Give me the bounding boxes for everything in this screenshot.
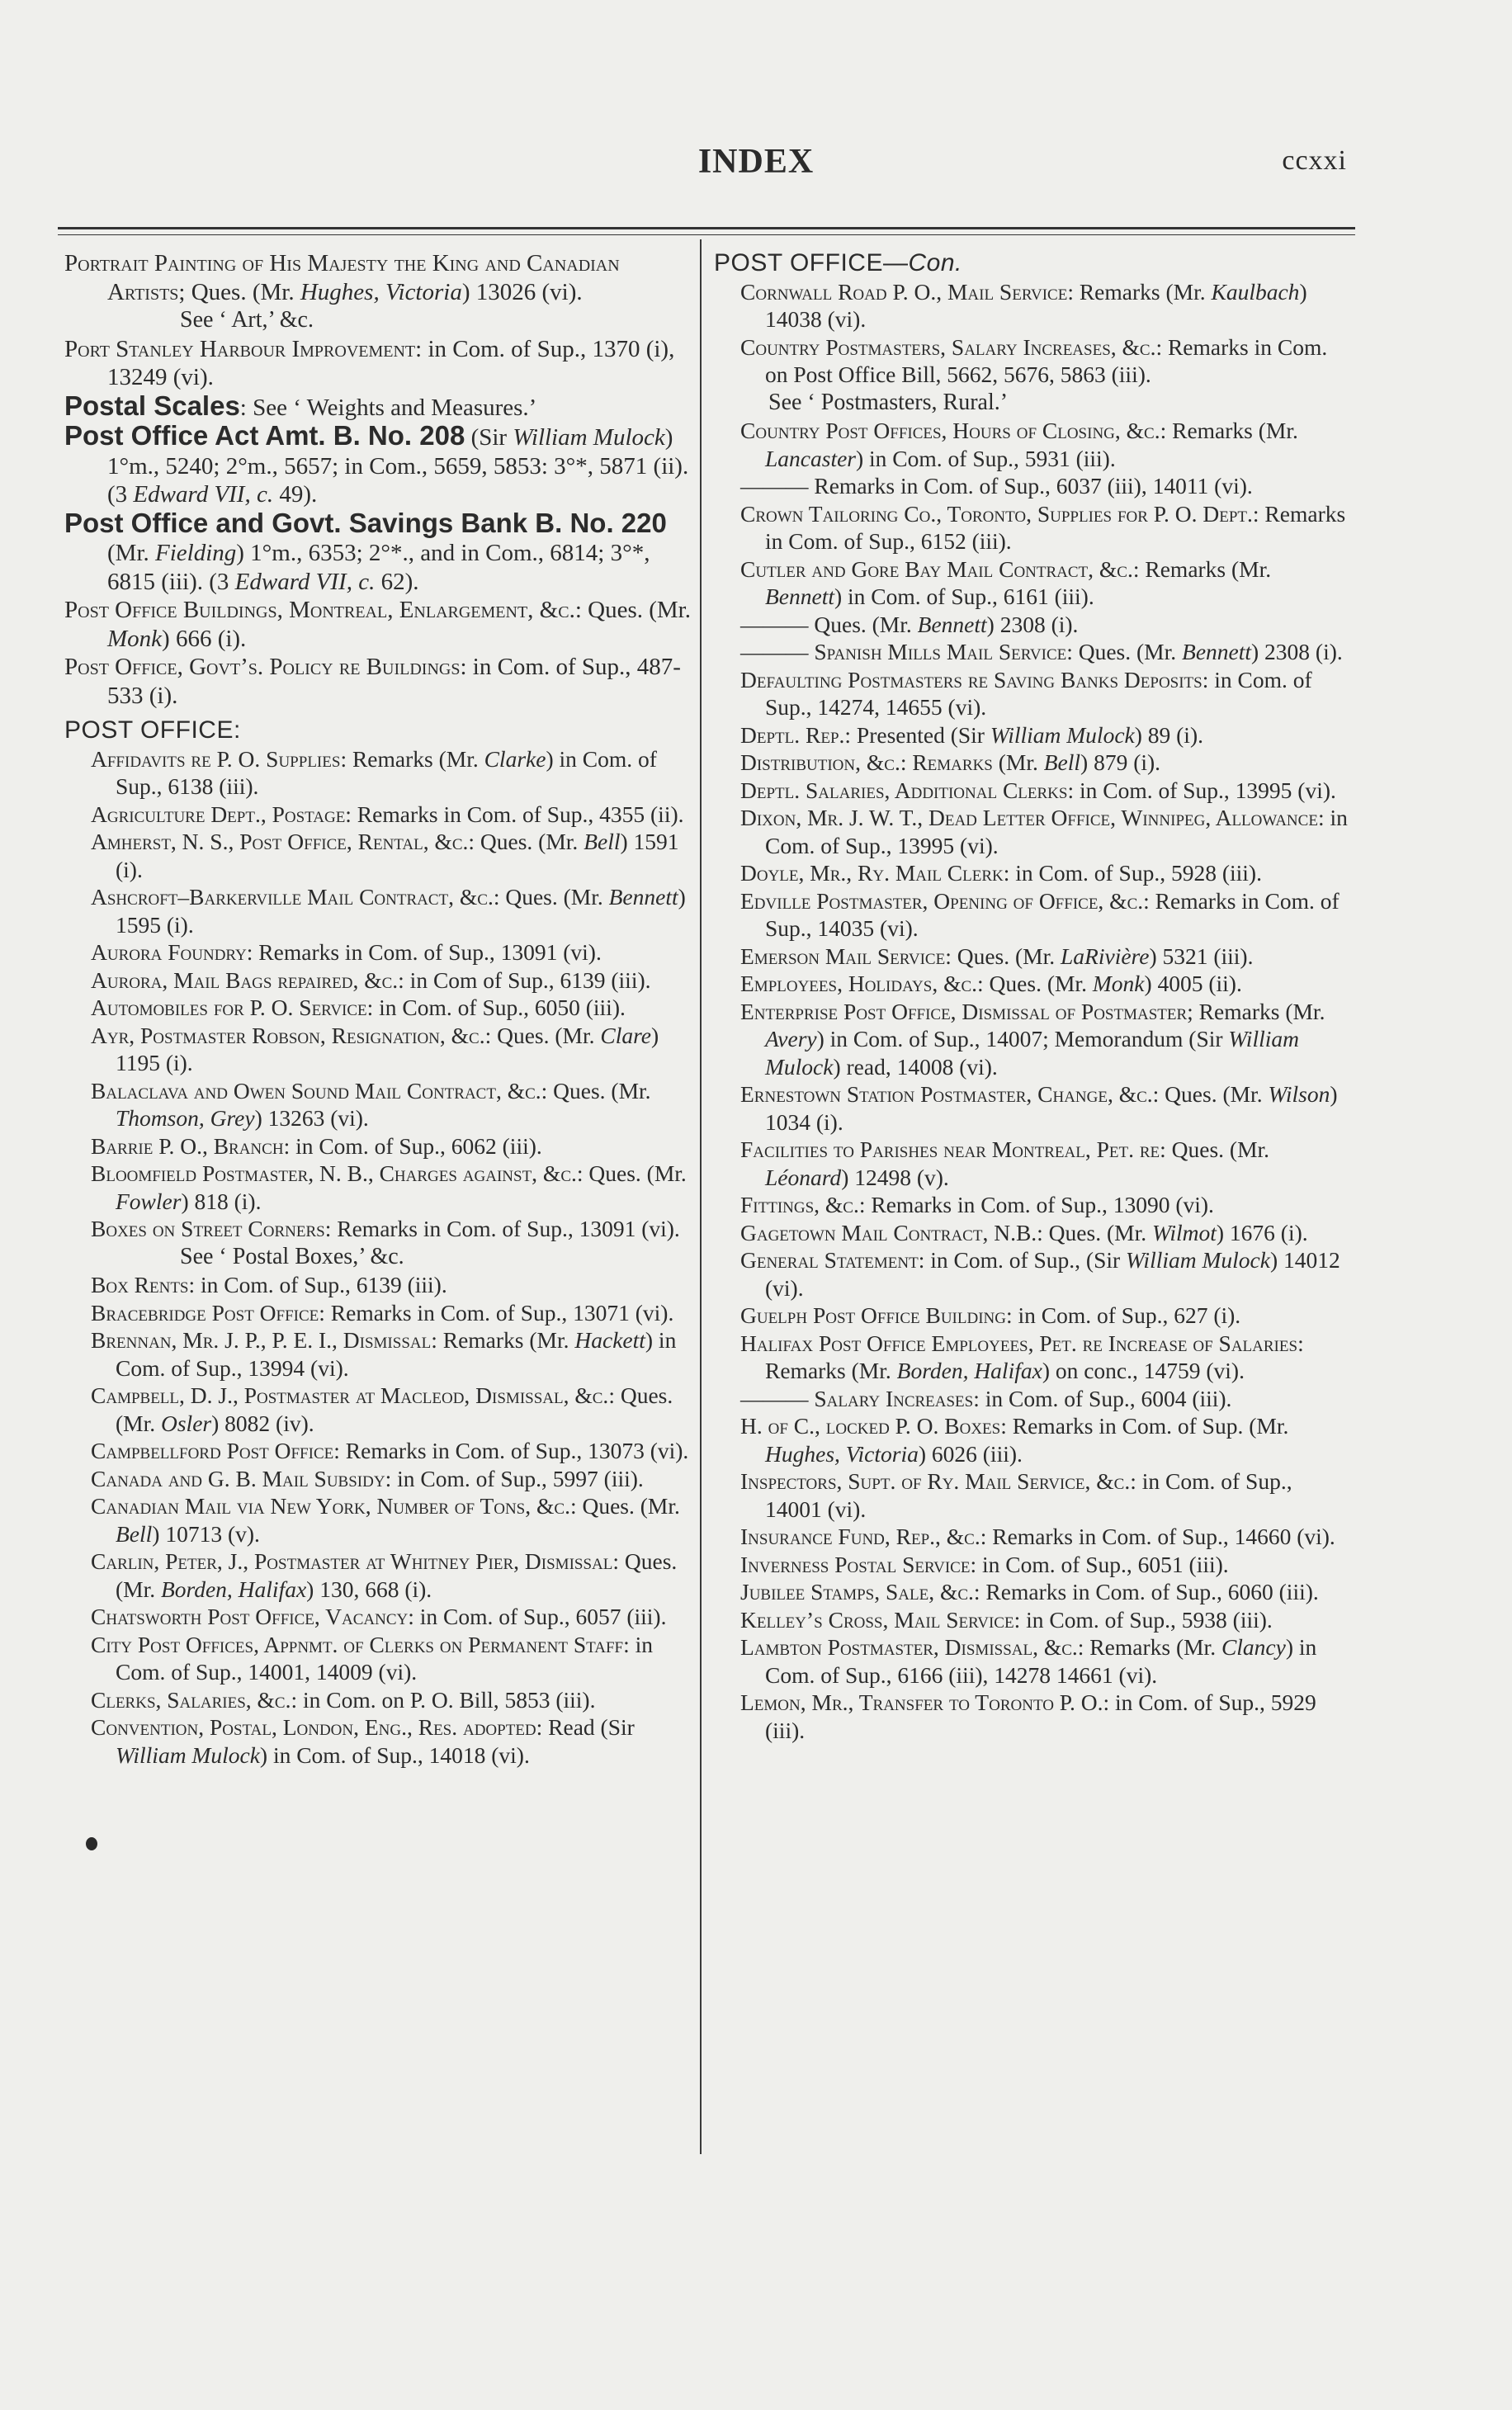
index-entry: Post Office, Govt’s. Policy re Buildings: in Com. of Sup., 487-533 (i). bbox=[64, 654, 681, 709]
index-entry: Portrait Painting of His Majesty the King and Canadian Artists; Ques. (Mr. Hughes, Victoria) 13026 (vi). bbox=[64, 250, 620, 305]
sub-entry: Guelph Post Office Building: in Com. of Sup., 627 (i). bbox=[740, 1302, 1241, 1328]
sub-entry: ——— Salary Increases: in Com. of Sup., 6004 (iii). bbox=[740, 1385, 1232, 1411]
sub-entry: Jubilee Stamps, Sale, &c.: Remarks in Com. of Sup., 6060 (iii). bbox=[740, 1579, 1319, 1604]
sub-entry: Cutler and Gore Bay Mail Contract, &c.: Remarks (Mr. Bennett) in Com. of Sup., 6161 (iii). bbox=[740, 555, 1272, 609]
sub-entry: Barrie P. O., Branch: in Com. of Sup., 6062 (iii). bbox=[91, 1132, 542, 1159]
sub-entry: Cornwall Road P. O., Mail Service: Remarks (Mr. Kaulbach) 14038 (vi). bbox=[740, 278, 1307, 332]
index-entry: Postal Scales: See ‘ Weights and Measures.’ bbox=[64, 390, 537, 421]
sub-entry: Brennan, Mr. J. P., P. E. I., Dismissal: Remarks (Mr. Hackett) in Com. of Sup., 13994 (vi). bbox=[91, 1327, 677, 1381]
sub-entry: Affidavits re P. O. Supplies: Remarks (Mr. Clarke) in Com. of Sup., 6138 (iii). bbox=[91, 745, 657, 799]
sub-entry: Balaclava and Owen Sound Mail Contract, &c.: Ques. (Mr. Thomson, Grey) 13263 (vi). bbox=[91, 1077, 651, 1131]
sub-entry: Canada and G. B. Mail Subsidy: in Com. of Sup., 5997 (iii). bbox=[91, 1465, 644, 1491]
sub-entry: Deptl. Salaries, Additional Clerks: in Com. of Sup., 13995 (vi). bbox=[740, 777, 1336, 803]
sub-entry: Facilities to Parishes near Montreal, Pet. re: Ques. (Mr. Léonard) 12498 (v). bbox=[740, 1136, 1270, 1190]
sub-entry: Halifax Post Office Employees, Pet. re Increase of Salaries: Remarks (Mr. Borden, Halifax) on conc., 14759 (vi). bbox=[740, 1330, 1304, 1383]
sub-entry: Dixon, Mr. J. W. T., Dead Letter Office, Winnipeg, Allowance: in Com. of Sup., 13995 (vi). bbox=[740, 805, 1348, 858]
see-reference: See ‘ Art,’ &c. bbox=[180, 307, 314, 333]
sub-entry: Automobiles for P. O. Service: in Com. of Sup., 6050 (iii). bbox=[91, 995, 626, 1020]
sub-entry: Canadian Mail via New York, Number of Tons, &c.: Ques. (Mr. Bell) 10713 (v). bbox=[91, 1493, 680, 1547]
column-divider bbox=[700, 239, 702, 2154]
sub-entry: Ernestown Station Postmaster, Change, &c.: Ques. (Mr. Wilson) 1034 (i). bbox=[740, 1081, 1338, 1135]
sub-entry: Lambton Postmaster, Dismissal, &c.: Remarks (Mr. Clancy) in Com. of Sup., 6166 (iii), 14278 14661 (vi). bbox=[740, 1634, 1317, 1688]
sub-entry: City Post Offices, Appnmt. of Clerks on Permanent Staff: in Com. of Sup., 14001, 14009 (vi). bbox=[91, 1631, 654, 1685]
left-column bbox=[64, 249, 700, 1769]
sub-entry: Insurance Fund, Rep., &c.: Remarks in Com. of Sup., 14660 (vi). bbox=[740, 1524, 1335, 1549]
sub-entry: Campbell, D. J., Postmaster at Macleod, Dismissal, &c.: Ques. (Mr. Osler) 8082 (iv). bbox=[91, 1382, 673, 1436]
index-entry: Post Office and Govt. Savings Bank B. No. 220 (Mr. Fielding) 1°m., 6353; 2°*., and in Com., 6814; 3°*, 6815 (iii). (3 Edward VII, c. 62). bbox=[64, 507, 667, 595]
sub-entry: Bracebridge Post Office: Remarks in Com. of Sup., 13071 (vi). bbox=[91, 1299, 674, 1326]
index-entry: Post Office Act Amt. B. No. 208 (Sir William Mulock) 1°m., 5240; 2°m., 5657; in Com., 5659, 5853: 3°*, 5871 (ii). (3 Edward VII, c. 49). bbox=[64, 420, 689, 508]
sub-entry: Country Postmasters, Salary Increases, &c.: Remarks in Com. on Post Office Bill, 5662, 5676, 5863 (iii). bbox=[740, 333, 1328, 387]
header-rule-thin bbox=[58, 234, 1355, 235]
sub-entry: Emerson Mail Service: Ques. (Mr. LaRivière) 5321 (iii). bbox=[740, 943, 1254, 969]
section-heading: POST OFFICE: bbox=[64, 716, 241, 744]
sub-entry: Country Post Offices, Hours of Closing, &c.: Remarks (Mr. Lancaster) in Com. of Sup., 5931 (iii). bbox=[740, 418, 1298, 471]
right-column bbox=[714, 249, 1354, 1744]
sub-entry: Boxes on Street Corners: Remarks in Com. of Sup., 13091 (vi). bbox=[91, 1216, 680, 1241]
sub-entry: Inverness Postal Service: in Com. of Sup., 6051 (iii). bbox=[740, 1551, 1229, 1577]
sub-entry: Inspectors, Supt. of Ry. Mail Service, &c.: in Com. of Sup., 14001 (vi). bbox=[740, 1468, 1292, 1522]
sub-entry: Employees, Holidays, &c.: Ques. (Mr. Monk) 4005 (ii). bbox=[740, 971, 1242, 996]
sub-entry: Kelley’s Cross, Mail Service: in Com. of Sup., 5938 (iii). bbox=[740, 1606, 1273, 1633]
sub-entry: Ayr, Postmaster Robson, Resignation, &c.: Ques. (Mr. Clare) 1195 (i). bbox=[91, 1022, 659, 1075]
sub-entry: H. of C., locked P. O. Boxes: Remarks in Com. of Sup. (Mr. Hughes, Victoria) 6026 (iii). bbox=[740, 1413, 1289, 1467]
sub-entry: Amherst, N. S., Post Office, Rental, &c.: Ques. (Mr. Bell) 1591 (i). bbox=[91, 829, 679, 882]
sub-entry: Gagetown Mail Contract, N.B.: Ques. (Mr. Wilmot) 1676 (i). bbox=[740, 1219, 1308, 1245]
section-heading: POST OFFICE—Con. bbox=[714, 249, 962, 276]
sub-entry: Defaulting Postmasters re Saving Banks Deposits: in Com. of Sup., 14274, 14655 (vi). bbox=[740, 666, 1312, 720]
see-reference: See ‘ Postal Boxes,’ &c. bbox=[180, 1243, 404, 1269]
sub-entry: Deptl. Rep.: Presented (Sir William Mulock) 89 (i). bbox=[740, 721, 1203, 748]
sub-entry: Aurora Foundry: Remarks in Com. of Sup., 13091 (vi). bbox=[91, 939, 602, 965]
sub-entry: Agriculture Dept., Postage: Remarks in Com. of Sup., 4355 (ii). bbox=[91, 801, 684, 827]
sub-entry: Campbellford Post Office: Remarks in Com. of Sup., 13073 (vi). bbox=[91, 1438, 689, 1463]
sub-entry: Convention, Postal, London, Eng., Res. adopted: Read (Sir William Mulock) in Com. of Sup., 14018 (vi). bbox=[91, 1714, 635, 1768]
sub-entry: ——— Remarks in Com. of Sup., 6037 (iii), 14011 (vi). bbox=[740, 473, 1253, 499]
ink-dot bbox=[86, 1837, 97, 1850]
sub-entry: Crown Tailoring Co., Toronto, Supplies for P. O. Dept.: Remarks in Com. of Sup., 6152 (iii). bbox=[740, 500, 1346, 554]
sub-entry: Aurora, Mail Bags repaired, &c.: in Com of Sup., 6139 (iii). bbox=[91, 966, 651, 993]
sub-entry: Carlin, Peter, J., Postmaster at Whitney Pier, Dismissal: Ques. (Mr. Borden, Halifax) 130, 668 (i). bbox=[91, 1548, 678, 1602]
sub-entry: Enterprise Post Office, Dismissal of Postmaster; Remarks (Mr. Avery) in Com. of Sup., 14007; Memorandum (Sir William Mulock) read, 14008 (vi). bbox=[740, 998, 1325, 1080]
sub-entry: Chatsworth Post Office, Vacancy: in Com. of Sup., 6057 (iii). bbox=[91, 1604, 667, 1629]
index-entry: Port Stanley Harbour Improvement: in Com. of Sup., 1370 (i), 13249 (vi). bbox=[64, 335, 675, 390]
sub-entry: Doyle, Mr., Ry. Mail Clerk: in Com. of Sup., 5928 (iii). bbox=[740, 860, 1262, 886]
sub-entry: Clerks, Salaries, &c.: in Com. on P. O. Bill, 5853 (iii). bbox=[91, 1686, 596, 1713]
page-title: INDEX bbox=[697, 143, 815, 181]
sub-entry: Fittings, &c.: Remarks in Com. of Sup., 13090 (vi). bbox=[740, 1192, 1214, 1217]
sub-entry: Box Rents: in Com. of Sup., 6139 (iii). bbox=[91, 1272, 447, 1297]
sub-entry: General Statement: in Com. of Sup., (Sir William Mulock) 14012 (vi). bbox=[740, 1247, 1340, 1301]
sub-entry: Distribution, &c.: Remarks (Mr. Bell) 879 (i). bbox=[740, 749, 1161, 775]
header-rule bbox=[58, 227, 1355, 229]
sub-entry: Edville Postmaster, Opening of Office, &c.: Remarks in Com. of Sup., 14035 (vi). bbox=[740, 887, 1340, 941]
sub-entry: Lemon, Mr., Transfer to Toronto P. O.: in Com. of Sup., 5929 (iii). bbox=[740, 1689, 1316, 1743]
see-reference: See ‘ Postmasters, Rural.’ bbox=[768, 389, 1009, 415]
sub-entry: ——— Ques. (Mr. Bennett) 2308 (i). bbox=[740, 611, 1079, 637]
sub-entry: Bloomfield Postmaster, N. B., Charges against, &c.: Ques. (Mr. Fowler) 818 (i). bbox=[91, 1160, 687, 1214]
sub-entry: ——— Spanish Mills Mail Service: Ques. (Mr. Bennett) 2308 (i). bbox=[740, 639, 1343, 664]
page-number: ccxxi bbox=[1282, 145, 1347, 176]
index-entry: Post Office Buildings, Montreal, Enlargement, &c.: Ques. (Mr. Monk) 666 (i). bbox=[64, 597, 691, 652]
sub-entry: Ashcroft–Barkerville Mail Contract, &c.: Ques. (Mr. Bennett) 1595 (i). bbox=[91, 884, 686, 938]
